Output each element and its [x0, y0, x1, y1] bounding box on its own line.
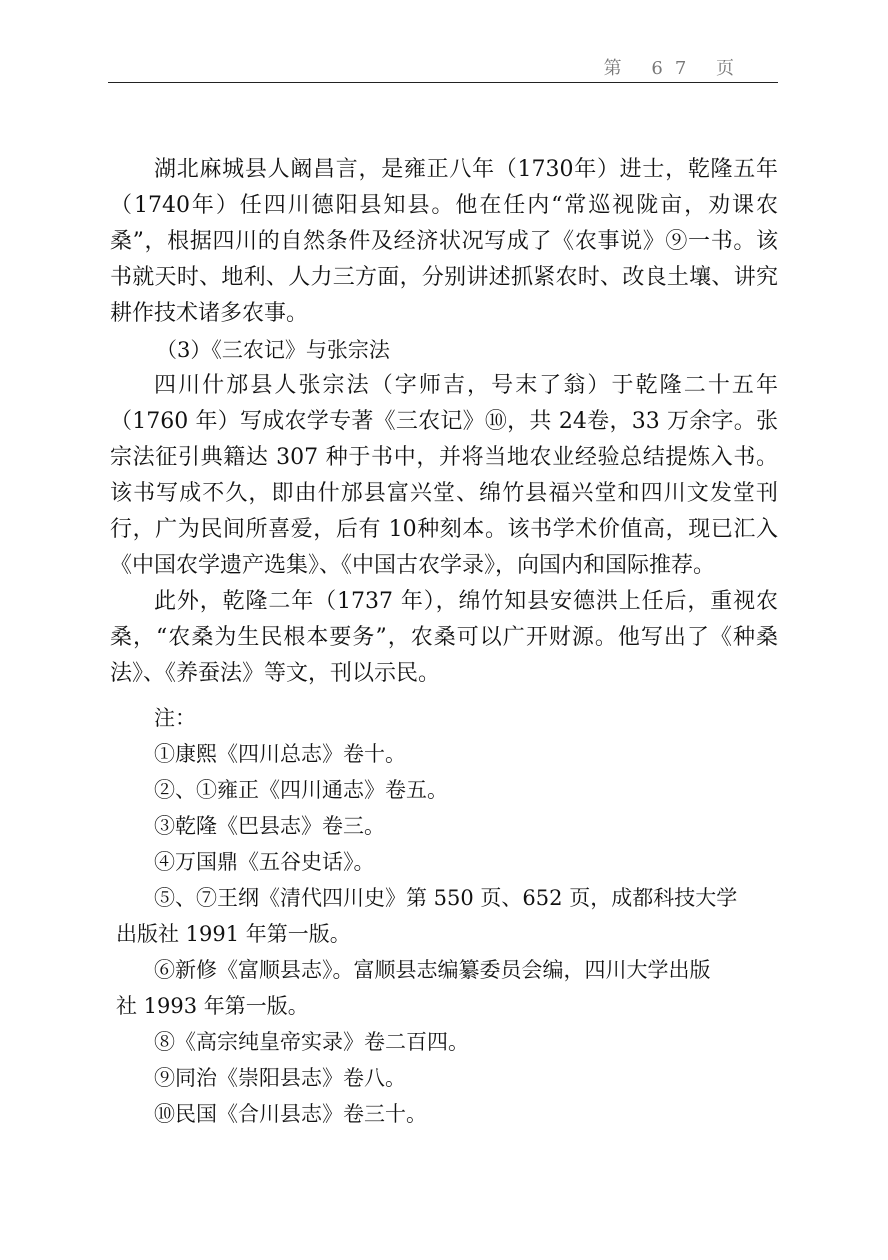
page-number: 第 67 页 [603, 58, 746, 79]
paragraph-3: 此外，乾隆二年（1737 年），绵竹知县安德洪上任后，重视农桑，“农桑为生民根本要务”，农桑可以广开财源。他写出了《种桑法》、《养蚕法》等文，刊以示民。 [110, 589, 778, 686]
note-continuation: 社 1993 年第一版。 [116, 994, 309, 1018]
note-item: ⑨同治《崇阳县志》卷八。 [154, 1066, 406, 1090]
paragraph-2: 四川什邡县人张宗法（字师吉，号末了翁）于乾隆二十五年（1760 年）写成农学专著《三农记》⑩，共 24卷，33 万余字。张宗法征引典籍达 307 种于书中，并将当地农业经验总结提炼入书。该书写成不久，即由什邡县富兴堂、绵竹县福兴堂和四川文发堂刊行，广为民间所喜爱，后有 10种刻本。该书学术价值高，现已汇入《中国农学遗产选集》、《中国古农学录》，向国内和国际推荐。 [110, 373, 778, 578]
main-text [110, 152, 778, 692]
section-subheading: （3）《三农记》与张宗法 [156, 338, 390, 362]
note-item: ⑧《高宗纯皇帝实录》卷二百四。 [154, 1030, 469, 1054]
note-continuation: 出版社 1991 年第一版。 [116, 922, 351, 946]
note-item: ④万国鼎《五谷史话》。 [154, 850, 375, 874]
note-item: ⑤、⑦王纲《清代四川史》第 550 页、652 页，成都科技大学 [154, 886, 738, 910]
note-item: ⑩民国《合川县志》卷三十。 [154, 1102, 427, 1126]
note-item: ①康熙《四川总志》卷十。 [154, 742, 406, 766]
note-item: ③乾隆《巴县志》卷三。 [154, 814, 385, 838]
notes-heading: 注： [154, 706, 196, 730]
page-header [108, 52, 778, 83]
footnotes [110, 700, 778, 1132]
note-item: ⑥新修《富顺县志》。富顺县志编纂委员会编，四川大学出版 [154, 958, 711, 982]
note-item: ②、①雍正《四川通志》卷五。 [154, 778, 448, 802]
paragraph-1: 湖北麻城县人阚昌言，是雍正八年（1730年）进士，乾隆五年（1740年）任四川德阳县知县。他在任内“常巡视陇亩，劝课农桑”，根据四川的自然条件及经济状况写成了《农事说》⑨一书。该书就天时、地利、人力三方面，分别讲述抓紧农时、改良土壤、讲究耕作技术诸多农事。 [110, 157, 778, 326]
